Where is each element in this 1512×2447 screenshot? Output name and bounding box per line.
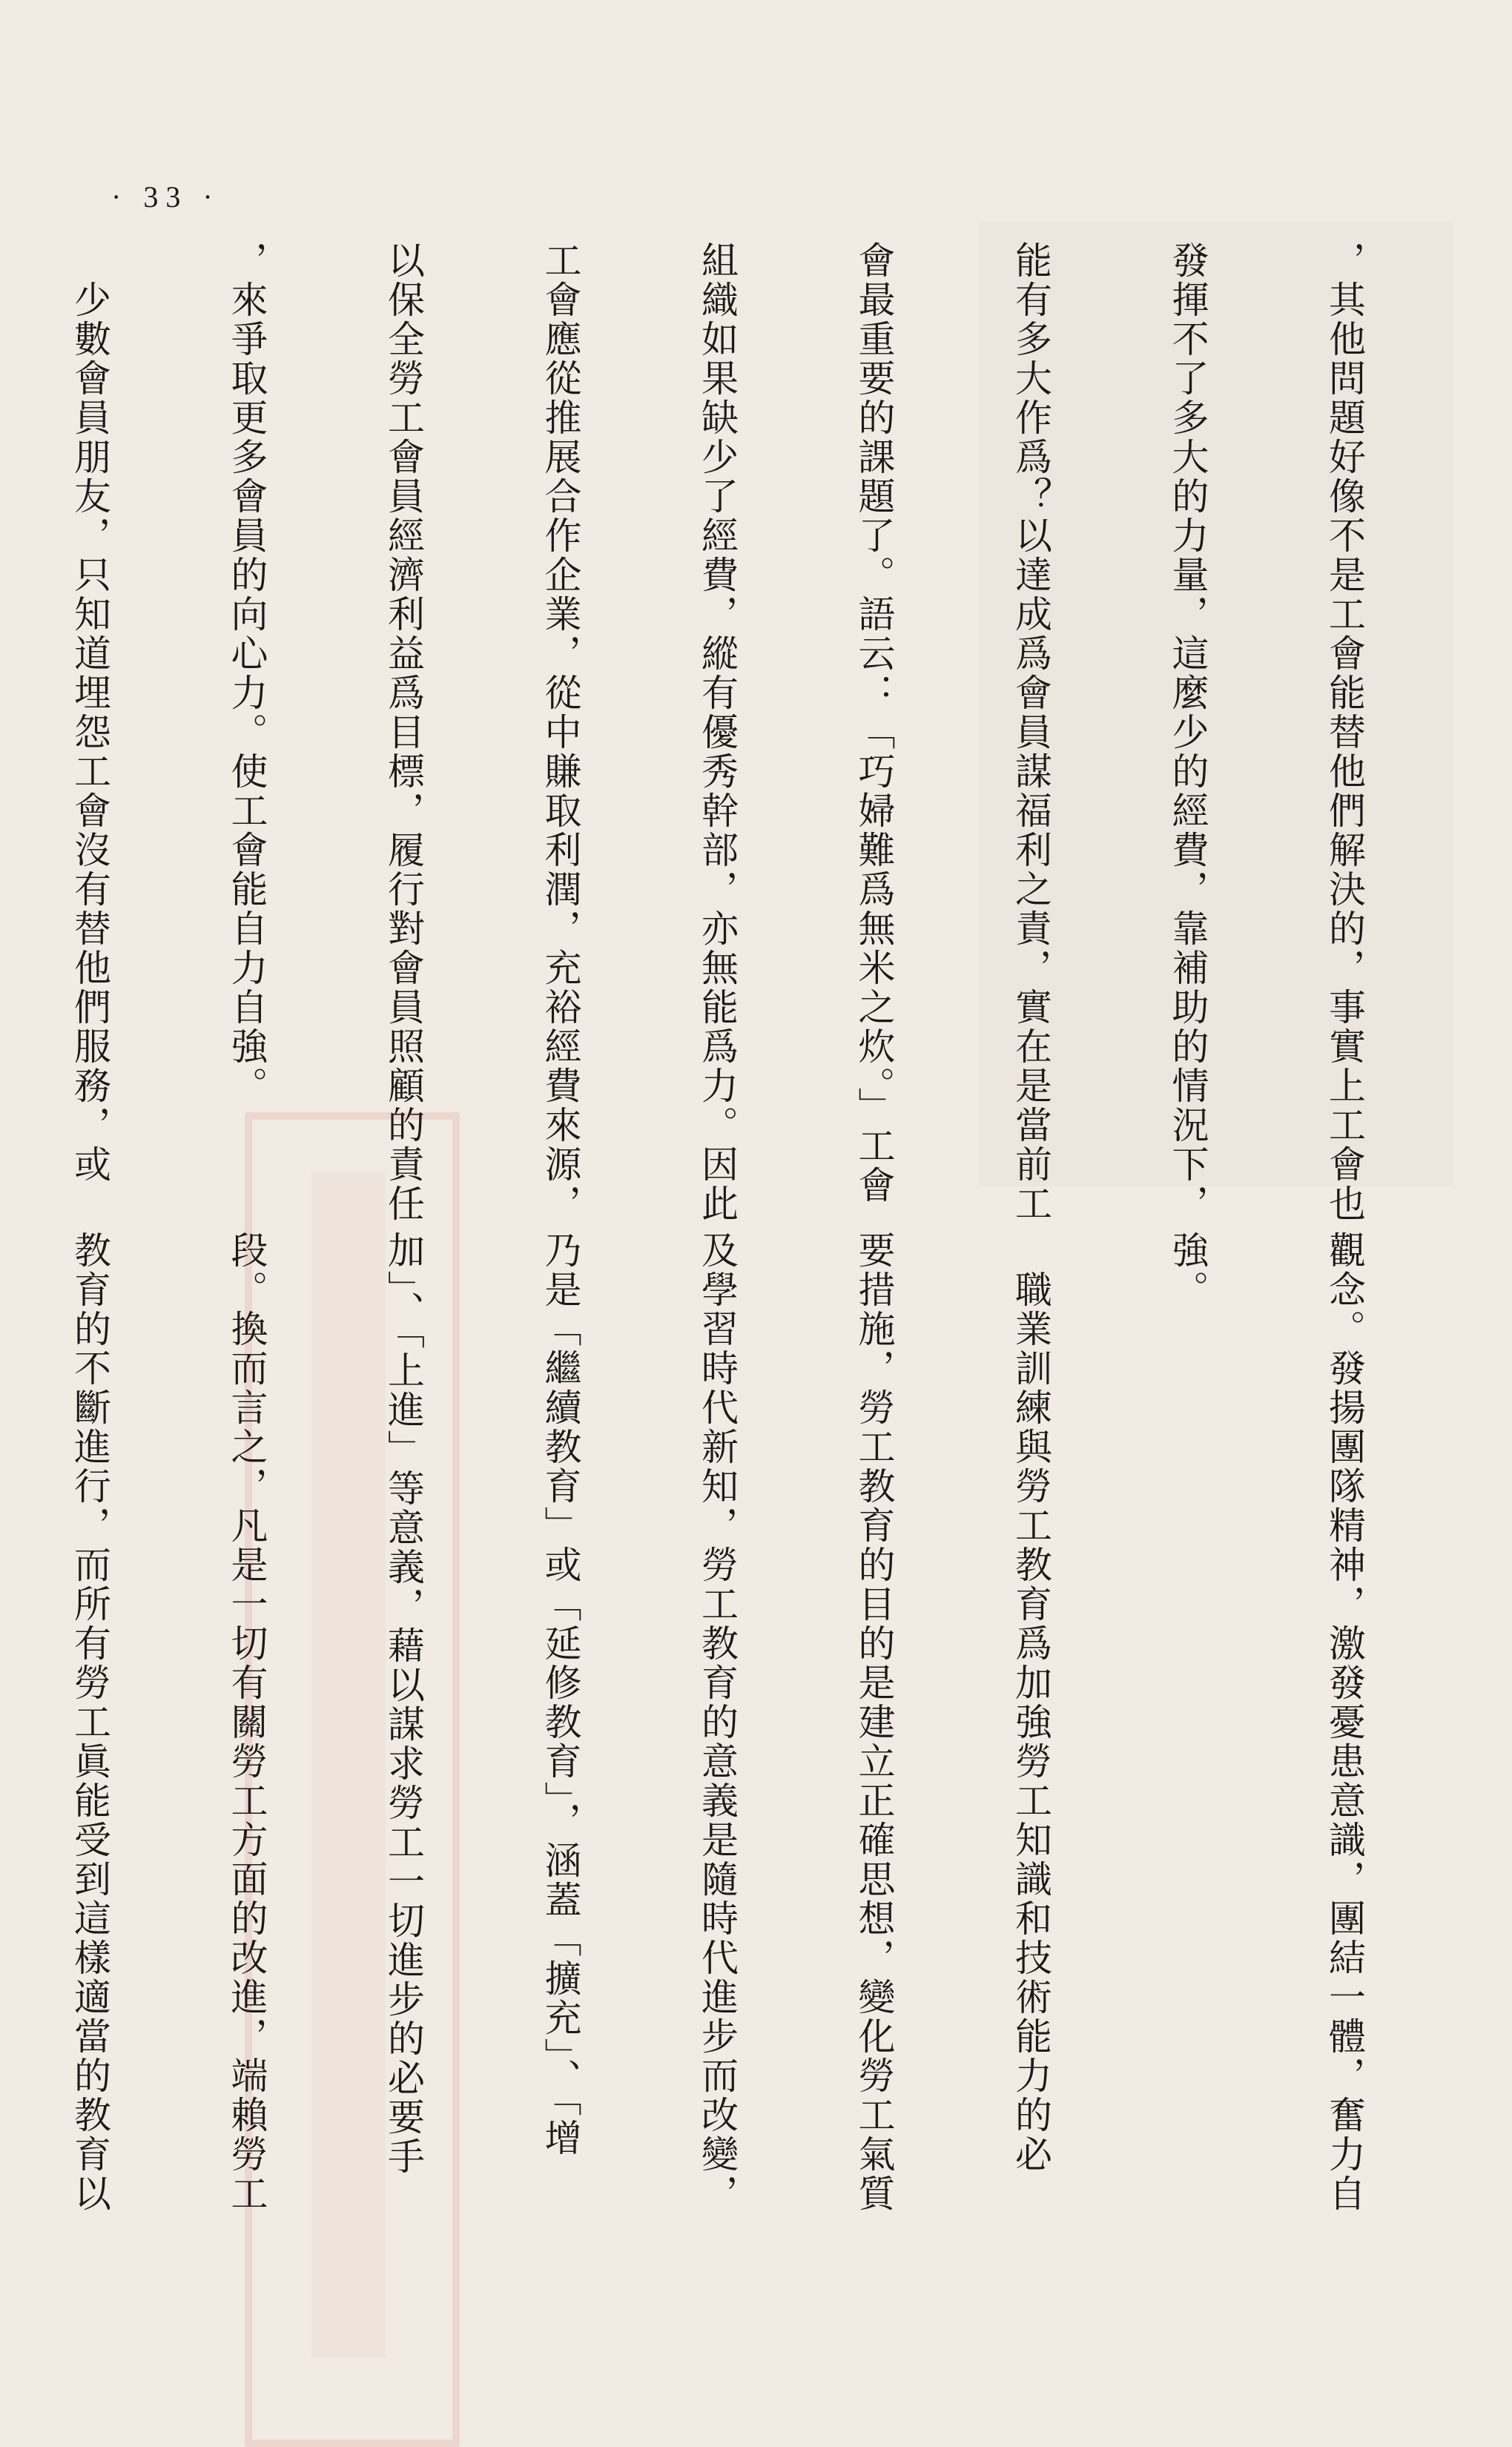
- text-column: 教育的不斷進行，而所有勞工眞能受到這樣適當的教育以: [68, 1231, 111, 2213]
- text-column: 以保全勞工會員經濟利益爲目標，履行對會員照顧的責任: [382, 241, 425, 1224]
- text-column: 少數會員朋友，只知道埋怨工會沒有替他們服務，或: [68, 241, 111, 1184]
- text-column: 能有多大作爲？以達成爲會員謀福利之責，實在是當前工: [1009, 241, 1052, 1224]
- text-column: 要措施，勞工教育的目的是建立正確思想，變化勞工氣質: [852, 1231, 896, 2213]
- text-column: 強。: [1166, 1231, 1209, 1310]
- text-column: 加」、「上進」等意義，藉以謀求勞工一切進步的必要手: [382, 1231, 425, 2176]
- text-column: 組織如果缺少了經費，縱有優秀幹部，亦無能爲力。因此: [696, 241, 739, 1224]
- text-column: ，其他問題好像不是工會能替他們解決的，事實上工會也: [1323, 241, 1366, 1224]
- text-block-bottom: [0, 1231, 1475, 2254]
- text-column: 及學習時代新知，勞工教育的意義是隨時代進步而改變，: [696, 1231, 739, 2213]
- text-column: 乃是「繼續教育」或「延修教育」，涵蓋「擴充」、「增: [538, 1231, 582, 2158]
- text-column: 工會應從推展合作企業，從中賺取利潤，充裕經費來源，: [538, 241, 582, 1224]
- text-column: ，來爭取更多會員的向心力。使工會能自力自強。: [225, 241, 268, 1106]
- text-column: 觀念。發揚團隊精神，激發憂患意識，團結一體，奮力自: [1323, 1231, 1366, 2213]
- page-number: · 33 ·: [111, 180, 220, 214]
- text-column: 發揮不了多大的力量，這麼少的經費，靠補助的情況下，: [1166, 241, 1209, 1224]
- text-block-top: [0, 241, 1475, 1224]
- text-column: 職業訓練與勞工教育爲加強勞工知識和技術能力的必: [1009, 1231, 1052, 2174]
- text-column: 會最重要的課題了。語云：「巧婦難爲無米之炊。」工會: [852, 241, 896, 1205]
- text-column: 段。換而言之，凡是一切有關勞工方面的改進，端賴勞工: [225, 1231, 268, 2213]
